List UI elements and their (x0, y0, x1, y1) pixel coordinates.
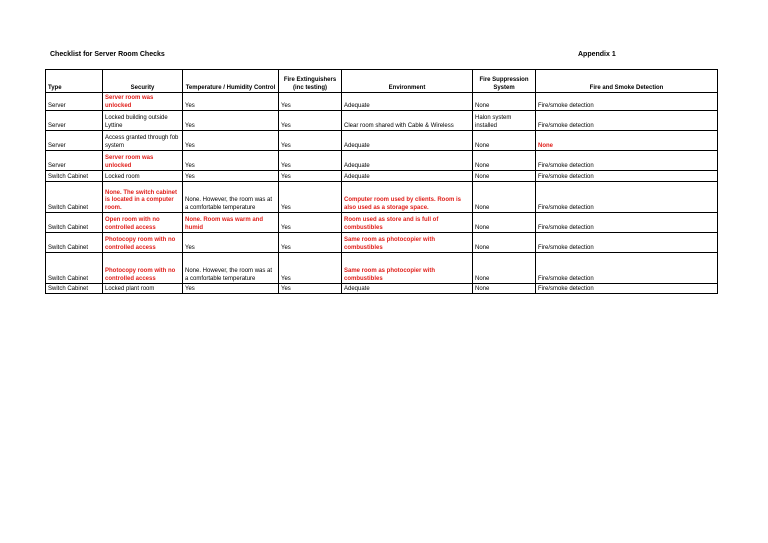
cell-type: Server (46, 93, 103, 111)
table-row (46, 93, 718, 111)
cell-environment: Adequate (342, 284, 473, 294)
cell-type: Server (46, 111, 103, 131)
cell-environment: Clear room shared with Cable & Wireless (342, 111, 473, 131)
cell-extinguishers: Yes (279, 171, 342, 182)
server-room-checklist-table (45, 69, 718, 294)
cell-extinguishers: Yes (279, 253, 342, 284)
cell-detection: Fire/smoke detection (536, 213, 718, 233)
cell-extinguishers: Yes (279, 182, 342, 213)
cell-temperature: Yes (183, 284, 279, 294)
table-row (46, 253, 718, 284)
cell-type: Switch Cabinet (46, 171, 103, 182)
cell-detection: Fire/smoke detection (536, 111, 718, 131)
cell-suppression: None (473, 284, 536, 294)
cell-type: Switch Cabinet (46, 284, 103, 294)
cell-detection: Fire/smoke detection (536, 151, 718, 171)
cell-type: Switch Cabinet (46, 182, 103, 213)
cell-suppression: None (473, 253, 536, 284)
table-row (46, 182, 718, 213)
header-temperature-humidity: Temperature / Humidity Control (183, 70, 279, 93)
cell-temperature: Yes (183, 233, 279, 253)
cell-environment: Adequate (342, 131, 473, 151)
cell-extinguishers: Yes (279, 131, 342, 151)
cell-environment: Computer room used by clients. Room is also used as a storage space. (342, 182, 473, 213)
cell-suppression: None (473, 171, 536, 182)
cell-type: Server (46, 131, 103, 151)
cell-environment: Room used as store and is full of combustibles (342, 213, 473, 233)
cell-suppression: None (473, 151, 536, 171)
cell-suppression: Halon system installed (473, 111, 536, 131)
cell-security: Photocopy room with no controlled access (103, 253, 183, 284)
cell-environment: Adequate (342, 151, 473, 171)
cell-extinguishers: Yes (279, 93, 342, 111)
header-type: Type (46, 70, 103, 93)
cell-environment: Adequate (342, 171, 473, 182)
cell-temperature: None. However, the room was at a comfortable temperature (183, 253, 279, 284)
cell-security: Photocopy room with no controlled access (103, 233, 183, 253)
appendix-label: Appendix 1 (578, 51, 616, 58)
cell-suppression: None (473, 213, 536, 233)
cell-type: Switch Cabinet (46, 233, 103, 253)
cell-temperature: Yes (183, 111, 279, 131)
cell-suppression: None (473, 233, 536, 253)
cell-temperature: Yes (183, 93, 279, 111)
cell-temperature: Yes (183, 171, 279, 182)
cell-environment: Same room as photocopier with combustibles (342, 253, 473, 284)
cell-security: Locked building outside Lyttine (103, 111, 183, 131)
cell-detection: Fire/smoke detection (536, 284, 718, 294)
cell-type: Server (46, 151, 103, 171)
header-fire-smoke-detection: Fire and Smoke Detection (536, 70, 718, 93)
cell-security: Access granted through fob system (103, 131, 183, 151)
cell-temperature: None. However, the room was at a comfortable temperature (183, 182, 279, 213)
cell-security: Open room with no controlled access (103, 213, 183, 233)
cell-security: Server room was unlocked (103, 93, 183, 111)
cell-temperature: Yes (183, 131, 279, 151)
cell-extinguishers: Yes (279, 213, 342, 233)
table-row (46, 111, 718, 131)
table-row (46, 131, 718, 151)
cell-security: Locked room (103, 171, 183, 182)
cell-extinguishers: Yes (279, 233, 342, 253)
cell-detection: None (536, 131, 718, 151)
cell-suppression: None (473, 182, 536, 213)
cell-detection: Fire/smoke detection (536, 233, 718, 253)
cell-type: Switch Cabinet (46, 213, 103, 233)
header-fire-extinguishers: Fire Extinguishers (inc testing) (279, 70, 342, 93)
cell-detection: Fire/smoke detection (536, 253, 718, 284)
cell-environment: Adequate (342, 93, 473, 111)
table-row (46, 233, 718, 253)
cell-extinguishers: Yes (279, 151, 342, 171)
table-row (46, 171, 718, 182)
cell-security: None. The switch cabinet is located in a computer room. (103, 182, 183, 213)
cell-detection: Fire/smoke detection (536, 93, 718, 111)
cell-security: Locked plant room (103, 284, 183, 294)
table-row (46, 151, 718, 171)
header-fire-suppression: Fire Suppression System (473, 70, 536, 93)
cell-type: Switch Cabinet (46, 253, 103, 284)
cell-extinguishers: Yes (279, 284, 342, 294)
document-title: Checklist for Server Room Checks (50, 51, 165, 58)
table-header-row (46, 70, 718, 93)
table-row (46, 284, 718, 294)
header-environment: Environment (342, 70, 473, 93)
header-security: Security (103, 70, 183, 93)
cell-suppression: None (473, 93, 536, 111)
table-row (46, 213, 718, 233)
cell-suppression: None (473, 131, 536, 151)
cell-security: Server room was unlocked (103, 151, 183, 171)
cell-environment: Same room as photocopier with combustibles (342, 233, 473, 253)
cell-temperature: Yes (183, 151, 279, 171)
cell-extinguishers: Yes (279, 111, 342, 131)
cell-detection: Fire/smoke detection (536, 171, 718, 182)
cell-detection: Fire/smoke detection (536, 182, 718, 213)
cell-temperature: None. Room was warm and humid (183, 213, 279, 233)
